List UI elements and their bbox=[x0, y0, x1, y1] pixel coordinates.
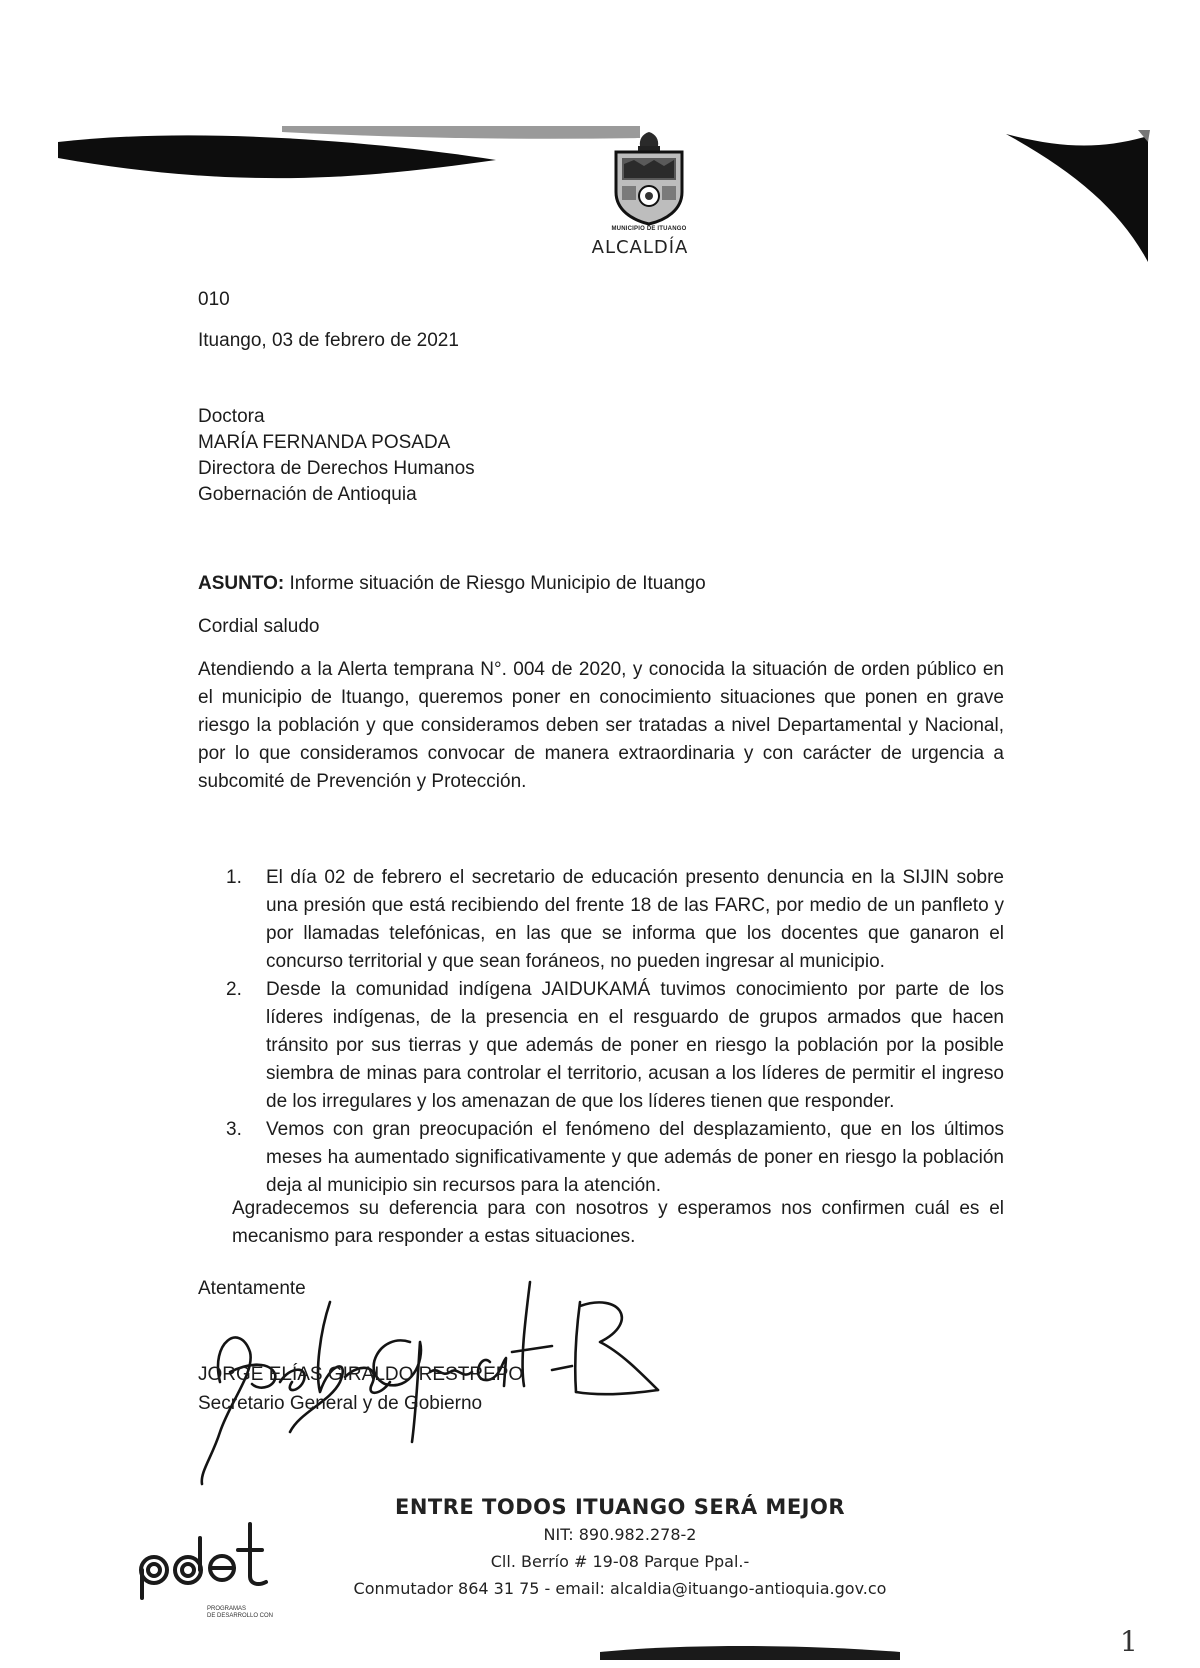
subject-text: Informe situación de Riesgo Municipio de Ituango bbox=[289, 573, 706, 594]
header-swoosh-decoration bbox=[0, 0, 1200, 270]
intro-paragraph: Atendiendo a la Alerta temprana N°. 004 de 2020, y conocida la situación de orden público en el municipio de Ituango, queremos poner en conocimiento situaciones que ponen en grave riesgo la población y que consideramos deben ser tratadas a nivel Departamental y Nacional, por lo que consideramos convocar de manera extraordinaria y con carácter de urgencia a subcomité de Prevención y Protección. bbox=[198, 659, 1004, 792]
left-swoosh bbox=[58, 135, 496, 178]
page-number: 1 bbox=[1120, 1625, 1138, 1658]
subject-label: ASUNTO: bbox=[198, 573, 285, 594]
recipient-title: Doctora bbox=[198, 406, 265, 427]
signer-position: Secretario General y de Gobierno bbox=[198, 1393, 483, 1414]
footer-slogan: ENTRE TODOS ITUANGO SERÁ MEJOR bbox=[394, 1495, 846, 1519]
place-date: Ituango, 03 de febrero de 2021 bbox=[198, 330, 459, 351]
list-item-number: 2. bbox=[226, 979, 242, 1000]
list-item-text: Desde la comunidad indígena JAIDUKAMÁ tuvimos conocimiento por parte de los líderes indígenas, de la presencia en el resguardo de grupos armados que hacen tránsito por sus tierras y que además de poner en riesgo la población por la posible siembra de minas para controlar el territorio, acusan a los líderes de permitir el ingreso de los irregulares y los amenazan de que los líderes tienen que responder. bbox=[266, 979, 1004, 1112]
recipient-position: Directora de Derechos Humanos bbox=[198, 458, 475, 479]
list-item bbox=[226, 864, 1004, 976]
recipient-name: MARÍA FERNANDA POSADA bbox=[198, 432, 451, 453]
sign-off: Atentamente bbox=[198, 1278, 306, 1299]
office-label: ALCALDÍA bbox=[591, 237, 689, 258]
pdet-logo-caption bbox=[207, 1606, 273, 1620]
closing-paragraph: Agradecemos su deferencia para con nosotros y esperamos nos confirmen cuál es el mecanismo para responder a estas situaciones. bbox=[232, 1198, 1004, 1247]
list-item bbox=[226, 1116, 1004, 1200]
greeting: Cordial saludo bbox=[198, 616, 320, 637]
list-item-text: El día 02 de febrero el secretario de educación presento denuncia en la SIJIN sobre una presión que está recibiendo del frente 18 de las FARC, por medio de un panfleto y por llamadas telefónicas, en las que se informa que los docentes que ganaron el concurso territorial y que sean foráneos, no pueden ingresar al municipio. bbox=[266, 867, 1004, 972]
footer-swoosh-decoration bbox=[600, 1640, 900, 1660]
list-item-number: 3. bbox=[226, 1119, 242, 1140]
list-item-number: 1. bbox=[226, 867, 242, 888]
pdet-caption-line-1: PROGRAMAS bbox=[207, 1606, 247, 1612]
crest-caption: MUNICIPIO DE ITUANGO bbox=[611, 226, 687, 232]
letter-reference: 010 bbox=[198, 289, 230, 310]
recipient-organization: Gobernación de Antioquia bbox=[198, 484, 417, 505]
footer-address: Cll. Berrío # 19-08 Parque Ppal.- bbox=[490, 1552, 750, 1571]
top-gray-band bbox=[282, 126, 640, 139]
signer-name: JORGE ELÍAS GIRALDO RESTREPO bbox=[198, 1364, 524, 1385]
list-item bbox=[226, 976, 1004, 1116]
footer-nit: NIT: 890.982.278-2 bbox=[543, 1525, 697, 1544]
footer-contact: Conmutador 864 31 75 - email: alcaldia@ituango-antioquia.gov.co bbox=[353, 1579, 887, 1598]
subject-line bbox=[198, 570, 706, 597]
footer-info bbox=[340, 1493, 900, 1602]
pdet-logo bbox=[134, 1510, 294, 1600]
right-swoosh bbox=[1006, 134, 1148, 262]
municipal-crest-icon bbox=[608, 130, 690, 226]
list-item-text: Vemos con gran preocupación el fenómeno del desplazamiento, que en los últimos meses ha aumentado significativamente y que además de poner en riesgo la población deja al municipio sin recursos para la atención. bbox=[266, 1119, 1004, 1196]
pdet-caption-line-2: DE DESARROLLO CON bbox=[207, 1613, 274, 1619]
situations-list bbox=[226, 864, 1004, 1200]
